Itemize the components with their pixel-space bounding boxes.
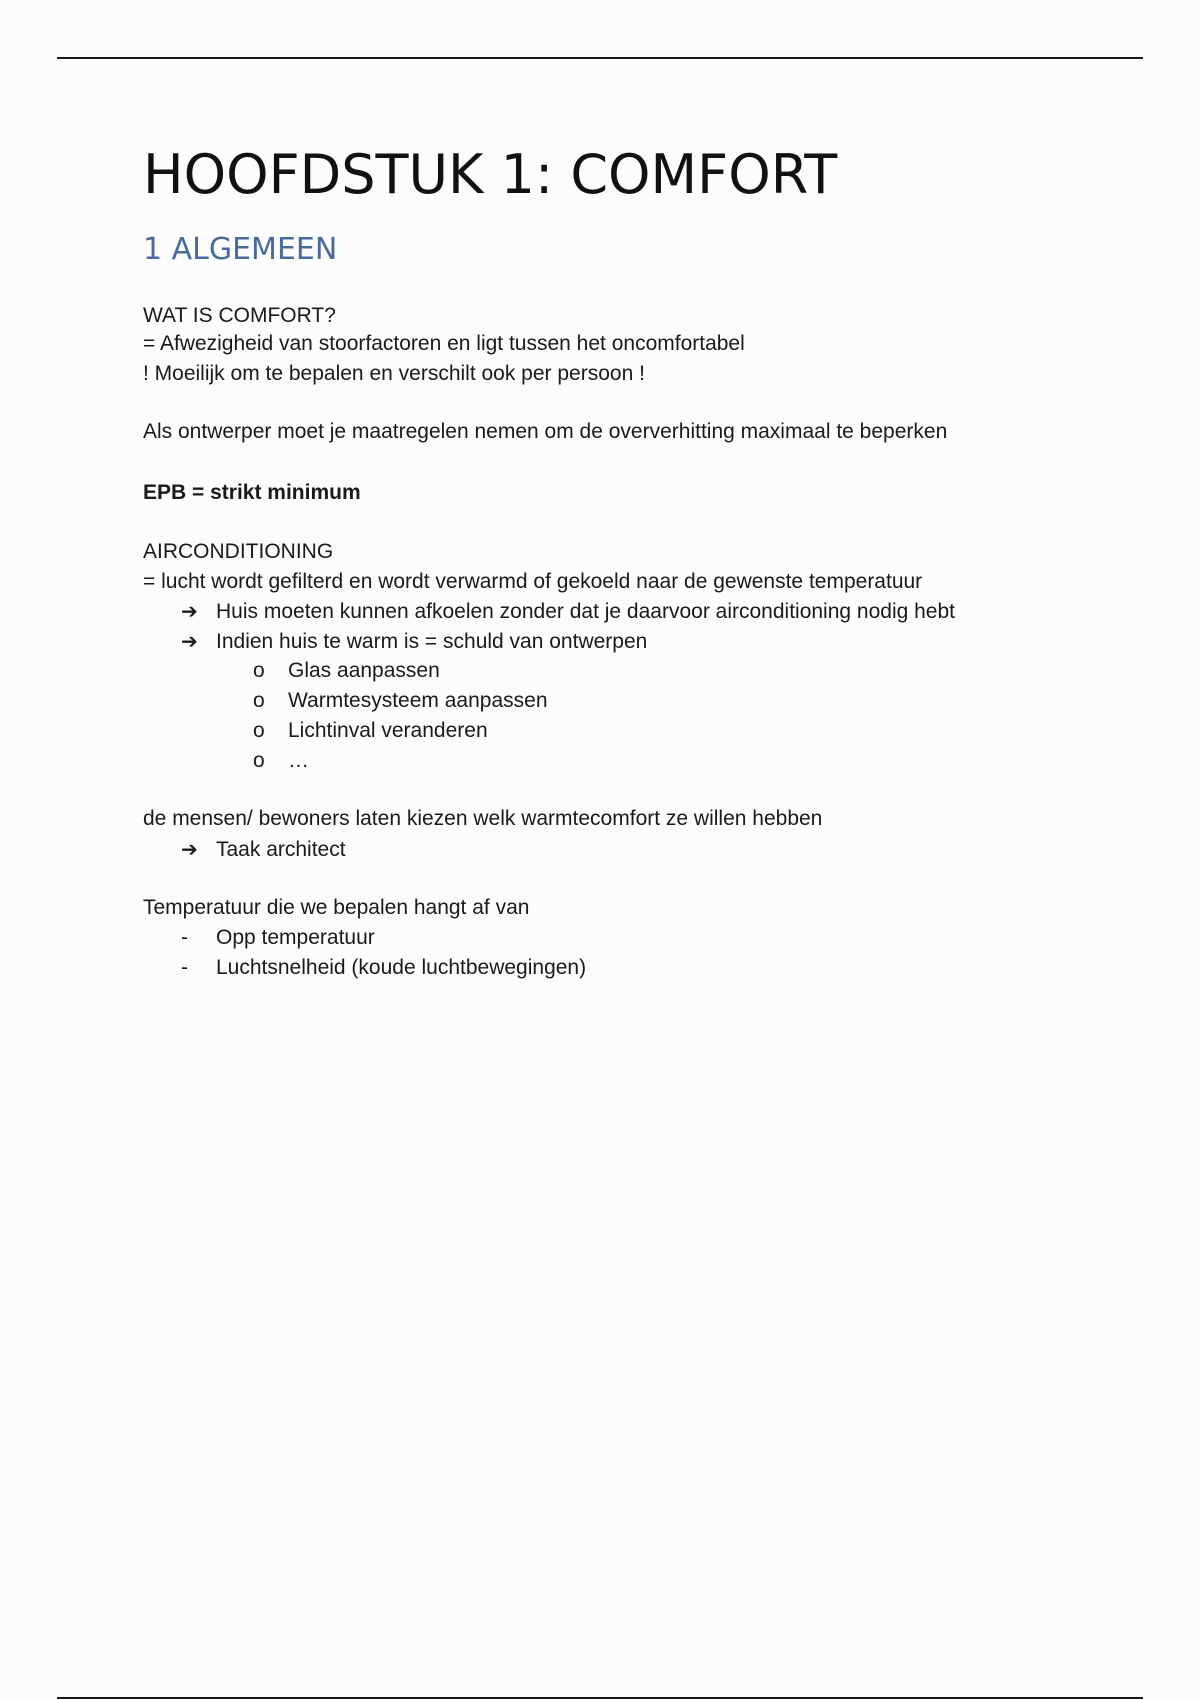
list-item xyxy=(181,834,346,865)
residents-text: de mensen/ bewoners laten kiezen welk warmtecomfort ze willen hebben xyxy=(143,807,823,830)
airco-definition: = lucht wordt gefilterd en wordt verwarmd of gekoeld naar de gewenste temperatuur xyxy=(143,570,923,593)
list-item-text: Luchtsnelheid (koude luchtbewegingen) xyxy=(216,956,587,979)
airco-heading: AIRCONDITIONING xyxy=(143,540,334,563)
list-item xyxy=(181,596,955,627)
dash-icon: - xyxy=(181,926,188,949)
arrow-icon: ➔ xyxy=(181,599,198,623)
epb-statement: EPB = strikt minimum xyxy=(143,481,361,504)
comfort-definition: = Afwezigheid van stoorfactoren en ligt tussen het oncomfortabel xyxy=(143,332,745,355)
designer-note: Als ontwerper moet je maatregelen nemen om de oververhitting maximaal te beperken xyxy=(143,420,948,443)
comfort-note: ! Moeilijk om te bepalen en verschilt ook per persoon ! xyxy=(143,362,645,385)
list-item xyxy=(181,923,375,953)
chapter-title: HOOFDSTUK 1: COMFORT xyxy=(143,143,838,206)
list-item-text: Huis moeten kunnen afkoelen zonder dat je daarvoor airconditioning nodig hebt xyxy=(216,600,955,623)
list-item-text: Indien huis te warm is = schuld van ontwerpen xyxy=(216,630,648,653)
list-item xyxy=(181,626,647,657)
list-item-text: … xyxy=(288,749,309,772)
list-item-text: Taak architect xyxy=(216,838,346,861)
arrow-icon: ➔ xyxy=(181,629,198,653)
list-item xyxy=(253,686,548,716)
list-item-text: Opp temperatuur xyxy=(216,926,375,949)
bullet-icon: o xyxy=(253,749,265,772)
comfort-question: WAT IS COMFORT? xyxy=(143,304,336,327)
footer-rule xyxy=(57,1697,1143,1699)
list-item xyxy=(253,656,440,686)
dash-icon: - xyxy=(181,956,188,979)
arrow-icon: ➔ xyxy=(181,837,198,861)
list-item xyxy=(253,746,309,776)
bullet-icon: o xyxy=(253,659,265,682)
section-heading: 1 ALGEMEEN xyxy=(143,232,338,267)
list-item-text: Glas aanpassen xyxy=(288,659,440,682)
header-rule xyxy=(57,57,1143,59)
temperature-intro: Temperatuur die we bepalen hangt af van xyxy=(143,896,530,919)
list-item-text: Lichtinval veranderen xyxy=(288,719,488,742)
list-item xyxy=(181,953,586,983)
bullet-icon: o xyxy=(253,719,265,742)
bullet-icon: o xyxy=(253,689,265,712)
list-item xyxy=(253,716,488,746)
list-item-text: Warmtesysteem aanpassen xyxy=(288,689,548,712)
